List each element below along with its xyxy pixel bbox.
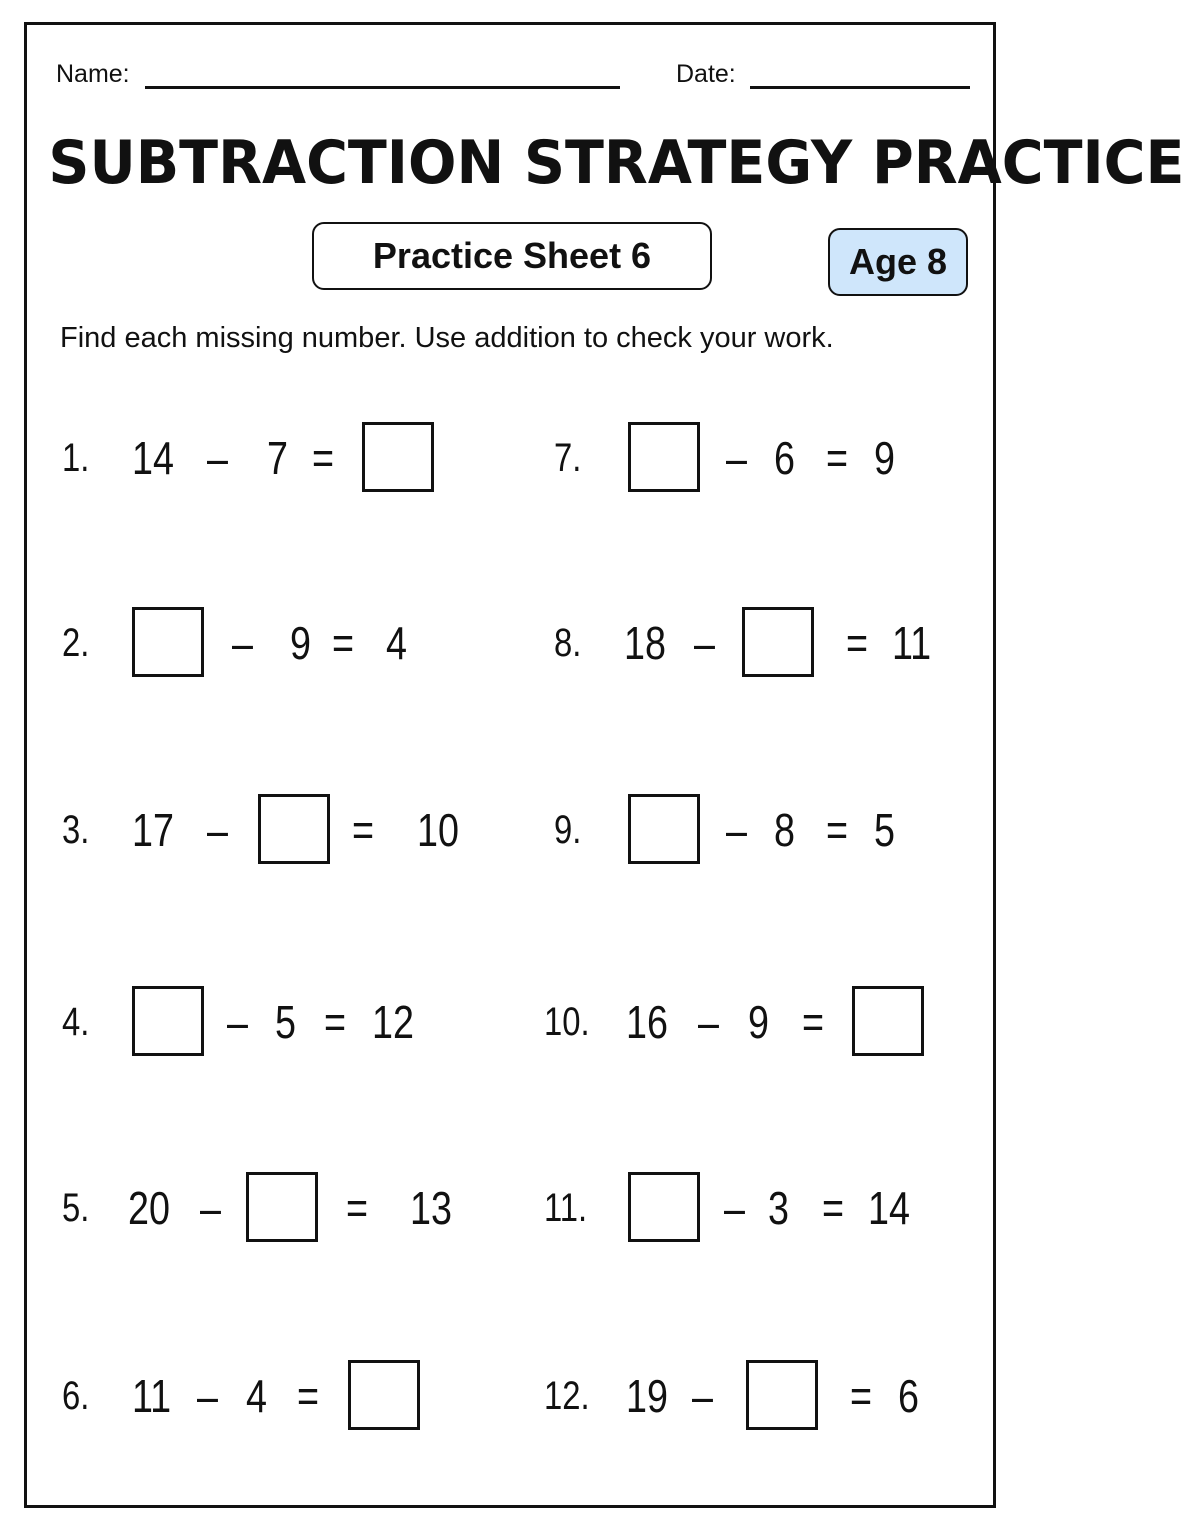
problem-number: 2.: [62, 621, 90, 665]
equals-sign: =: [312, 432, 335, 484]
operand: 6: [774, 432, 795, 484]
operand: 18: [624, 617, 666, 669]
minus-sign: –: [232, 617, 253, 669]
operand: 20: [128, 1182, 170, 1234]
answer-box[interactable]: [132, 607, 204, 677]
equals-sign: =: [346, 1182, 369, 1234]
problem-number: 12.: [544, 1374, 590, 1418]
equals-sign: =: [850, 1370, 873, 1422]
minus-sign: –: [692, 1370, 713, 1422]
operand: 3: [768, 1182, 789, 1234]
equals-sign: =: [332, 617, 355, 669]
date-label: Date:: [676, 60, 736, 88]
answer-box[interactable]: [742, 607, 814, 677]
operand: 5: [275, 996, 296, 1048]
worksheet-title: SUBTRACTION STRATEGY PRACTICE: [48, 128, 1184, 198]
minus-sign: –: [698, 996, 719, 1048]
equals-sign: =: [822, 1182, 845, 1234]
answer-box[interactable]: [258, 794, 330, 864]
problem-number: 4.: [62, 1000, 90, 1044]
answer-box[interactable]: [132, 986, 204, 1056]
minus-sign: –: [200, 1182, 221, 1234]
minus-sign: –: [207, 432, 228, 484]
minus-sign: –: [726, 804, 747, 856]
equals-sign: =: [297, 1370, 320, 1422]
operand: 9: [874, 432, 895, 484]
instructions: Find each missing number. Use addition to check your work.: [60, 322, 834, 354]
operand: 16: [626, 996, 668, 1048]
operand: 14: [132, 432, 174, 484]
operand: 17: [132, 804, 174, 856]
problem-number: 7.: [554, 436, 582, 480]
practice-sheet-label: Practice Sheet 6: [312, 222, 712, 290]
operand: 12: [372, 996, 414, 1048]
minus-sign: –: [207, 804, 228, 856]
problem-number: 11.: [544, 1186, 588, 1230]
problem-number: 1.: [62, 436, 90, 480]
answer-box[interactable]: [746, 1360, 818, 1430]
minus-sign: –: [726, 432, 747, 484]
operand: 14: [868, 1182, 910, 1234]
equals-sign: =: [846, 617, 869, 669]
problem-number: 6.: [62, 1374, 90, 1418]
operand: 9: [290, 617, 311, 669]
problem-number: 5.: [62, 1186, 90, 1230]
equals-sign: =: [826, 804, 849, 856]
name-field[interactable]: [145, 86, 620, 89]
operand: 4: [386, 617, 407, 669]
answer-box[interactable]: [348, 1360, 420, 1430]
operand: 8: [774, 804, 795, 856]
operand: 6: [898, 1370, 919, 1422]
equals-sign: =: [802, 996, 825, 1048]
problem-number: 10.: [544, 1000, 590, 1044]
equals-sign: =: [826, 432, 849, 484]
operand: 4: [246, 1370, 267, 1422]
answer-box[interactable]: [628, 422, 700, 492]
answer-box[interactable]: [628, 1172, 700, 1242]
equals-sign: =: [324, 996, 347, 1048]
answer-box[interactable]: [628, 794, 700, 864]
answer-box[interactable]: [362, 422, 434, 492]
problem-number: 3.: [62, 808, 90, 852]
operand: 7: [267, 432, 288, 484]
operand: 13: [410, 1182, 452, 1234]
operand: 9: [748, 996, 769, 1048]
minus-sign: –: [724, 1182, 745, 1234]
answer-box[interactable]: [246, 1172, 318, 1242]
age-badge: Age 8: [828, 228, 968, 296]
minus-sign: –: [694, 617, 715, 669]
problem-number: 9.: [554, 808, 582, 852]
operand: 11: [132, 1370, 172, 1422]
problem-number: 8.: [554, 621, 582, 665]
answer-box[interactable]: [852, 986, 924, 1056]
operand: 19: [626, 1370, 668, 1422]
name-label: Name:: [56, 60, 130, 88]
minus-sign: –: [227, 996, 248, 1048]
date-field[interactable]: [750, 86, 970, 89]
equals-sign: =: [352, 804, 375, 856]
operand: 10: [417, 804, 459, 856]
minus-sign: –: [197, 1370, 218, 1422]
operand: 5: [874, 804, 895, 856]
operand: 11: [892, 617, 932, 669]
